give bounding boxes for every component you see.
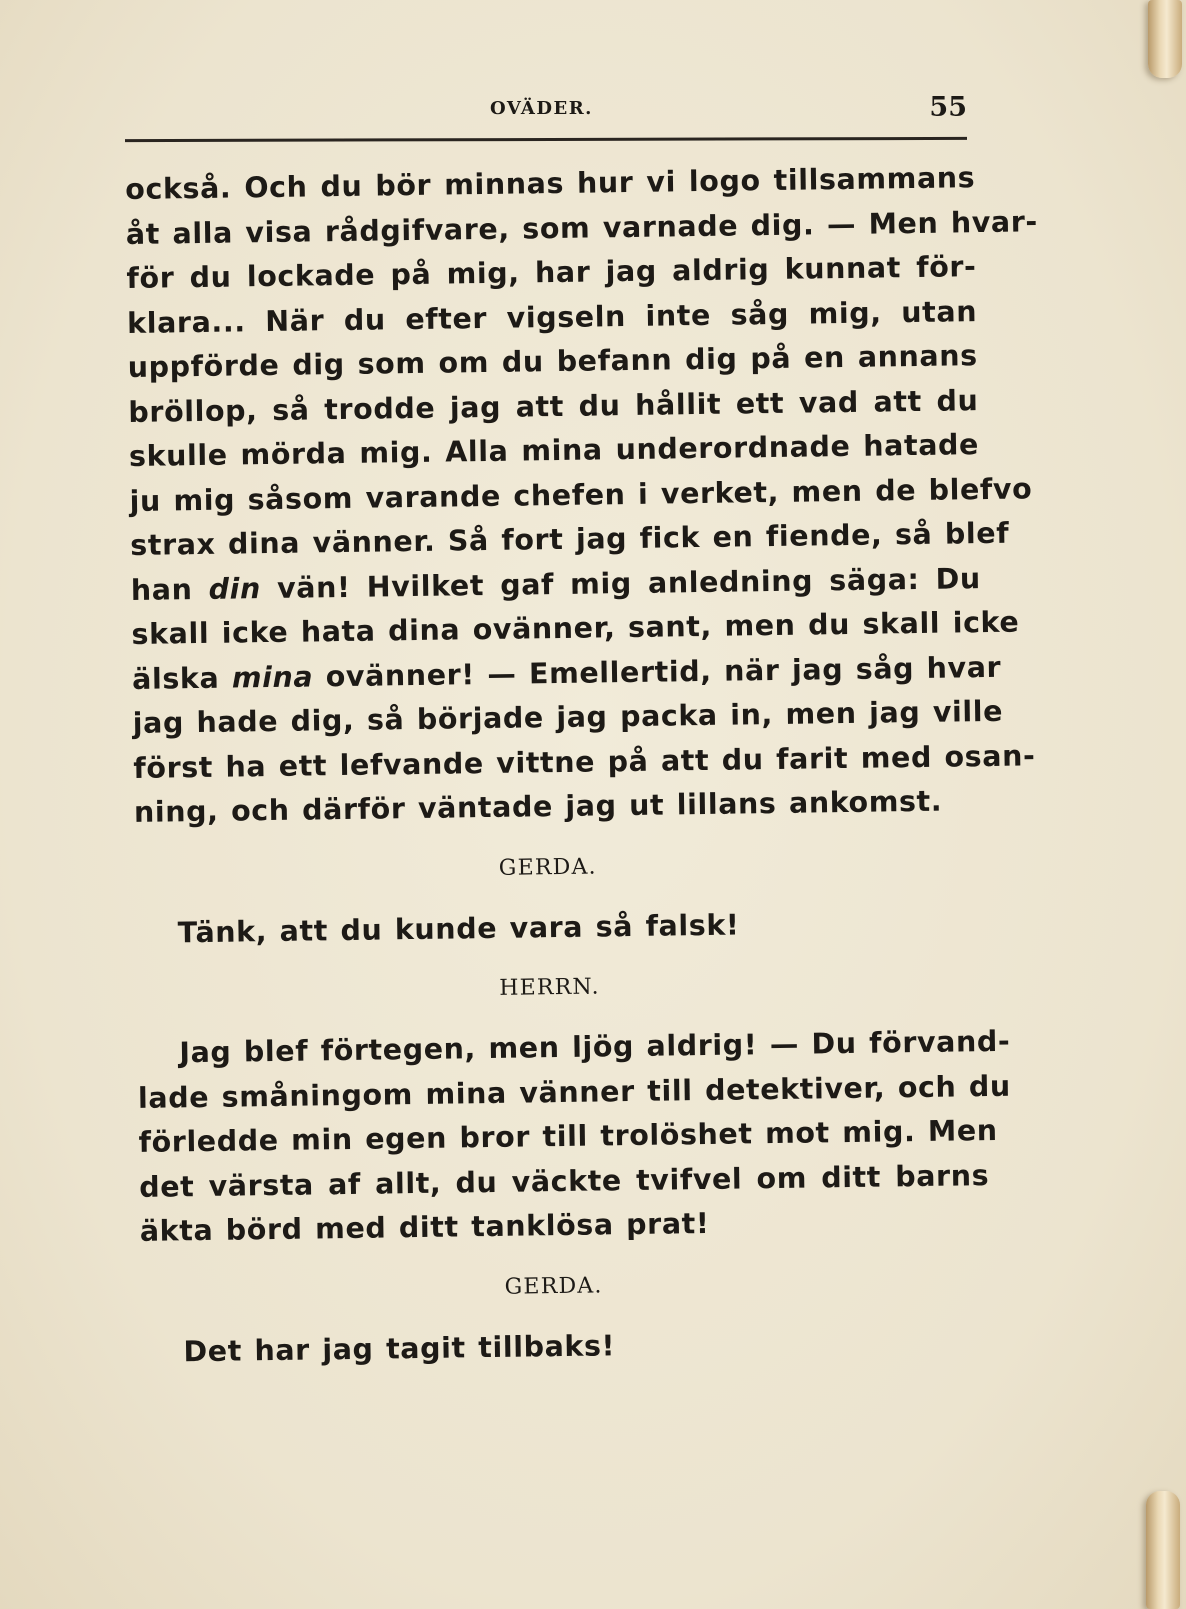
binding-clip-bottom: [1146, 1491, 1180, 1609]
speaker-name: HERRN.: [499, 974, 600, 1001]
text-line: ning, och därför väntade jag ut lillans ankomst.: [133, 784, 943, 829]
header-rule: [125, 137, 967, 142]
text-fragment: han: [130, 572, 209, 607]
text-line: uppförde dig som om du befann dig på en annans: [127, 339, 978, 384]
text-fragment: vän! Hvilket gaf mig anledning säga: Du: [260, 561, 982, 605]
text-line: också. Och du bör minnas hur vi logo tillsammans: [125, 161, 976, 206]
text-line: jag hade dig, så började jag packa in, men jag ville: [132, 694, 1004, 740]
text-line: åt alla visa rådgifvare, som varnade dig. — Men hvar-: [125, 204, 1039, 251]
text-line: först ha ett lefvande vittne på att du farit med osan-: [133, 738, 1036, 785]
text-line: klara... När du efter vigseln inte såg mig, utan: [126, 294, 978, 340]
page-text: [125, 156, 1039, 1375]
text-line: Det har jag tagit tillbaks!: [183, 1328, 616, 1368]
text-fragment: älska: [131, 661, 233, 696]
text-line: lade småningom mina vänner till detektiver, och du: [137, 1069, 1012, 1115]
text-line: förledde min egen bror till trolöshet mot mig. Men: [138, 1113, 998, 1159]
herrn-speech-continued: [125, 156, 1039, 835]
emphasis-mina: mina: [231, 659, 314, 695]
text-line: strax dina vänner. Så fort jag fick en fiende, så blef: [130, 516, 1010, 562]
binding-clip-top: [1148, 0, 1182, 78]
text-line: Jag blef förtegen, men ljög aldrig! — Du förvand-: [179, 1024, 1011, 1070]
speaker-name: GERDA.: [504, 1272, 603, 1300]
text-line: bröllop, så trodde jag att du hållit ett vad att du: [128, 383, 979, 429]
text-line: skulle mörda mig. Alla mina underordnade hatade: [128, 428, 980, 473]
text-line: ju mig såsom varande chefen i verket, men de blefvo: [129, 471, 1033, 518]
gerda-line: [141, 1319, 992, 1375]
emphasis-din: din: [208, 571, 262, 606]
text-line: äkta börd med ditt tanklösa prat!: [139, 1206, 710, 1248]
page-header: [125, 92, 967, 132]
speaker-name: GERDA.: [498, 853, 597, 881]
text-line: Tänk, att du kunde vara så falsk!: [177, 907, 740, 949]
text-line: det värsta af allt, du väckte tvifvel om ditt barns: [138, 1158, 990, 1204]
text-fragment: ovänner! — Emellertid, när jag såg hvar: [312, 650, 1002, 693]
gerda-line: [135, 900, 986, 956]
page-number: 55: [929, 92, 967, 123]
running-head: OVÄDER.: [490, 98, 593, 119]
text-line: skall icke hata dina ovänner, sant, men du skall icke: [131, 605, 1020, 651]
herrn-speech: [137, 1020, 1012, 1254]
text-line: för du lockade på mig, har jag aldrig kunnat för-: [126, 250, 977, 295]
